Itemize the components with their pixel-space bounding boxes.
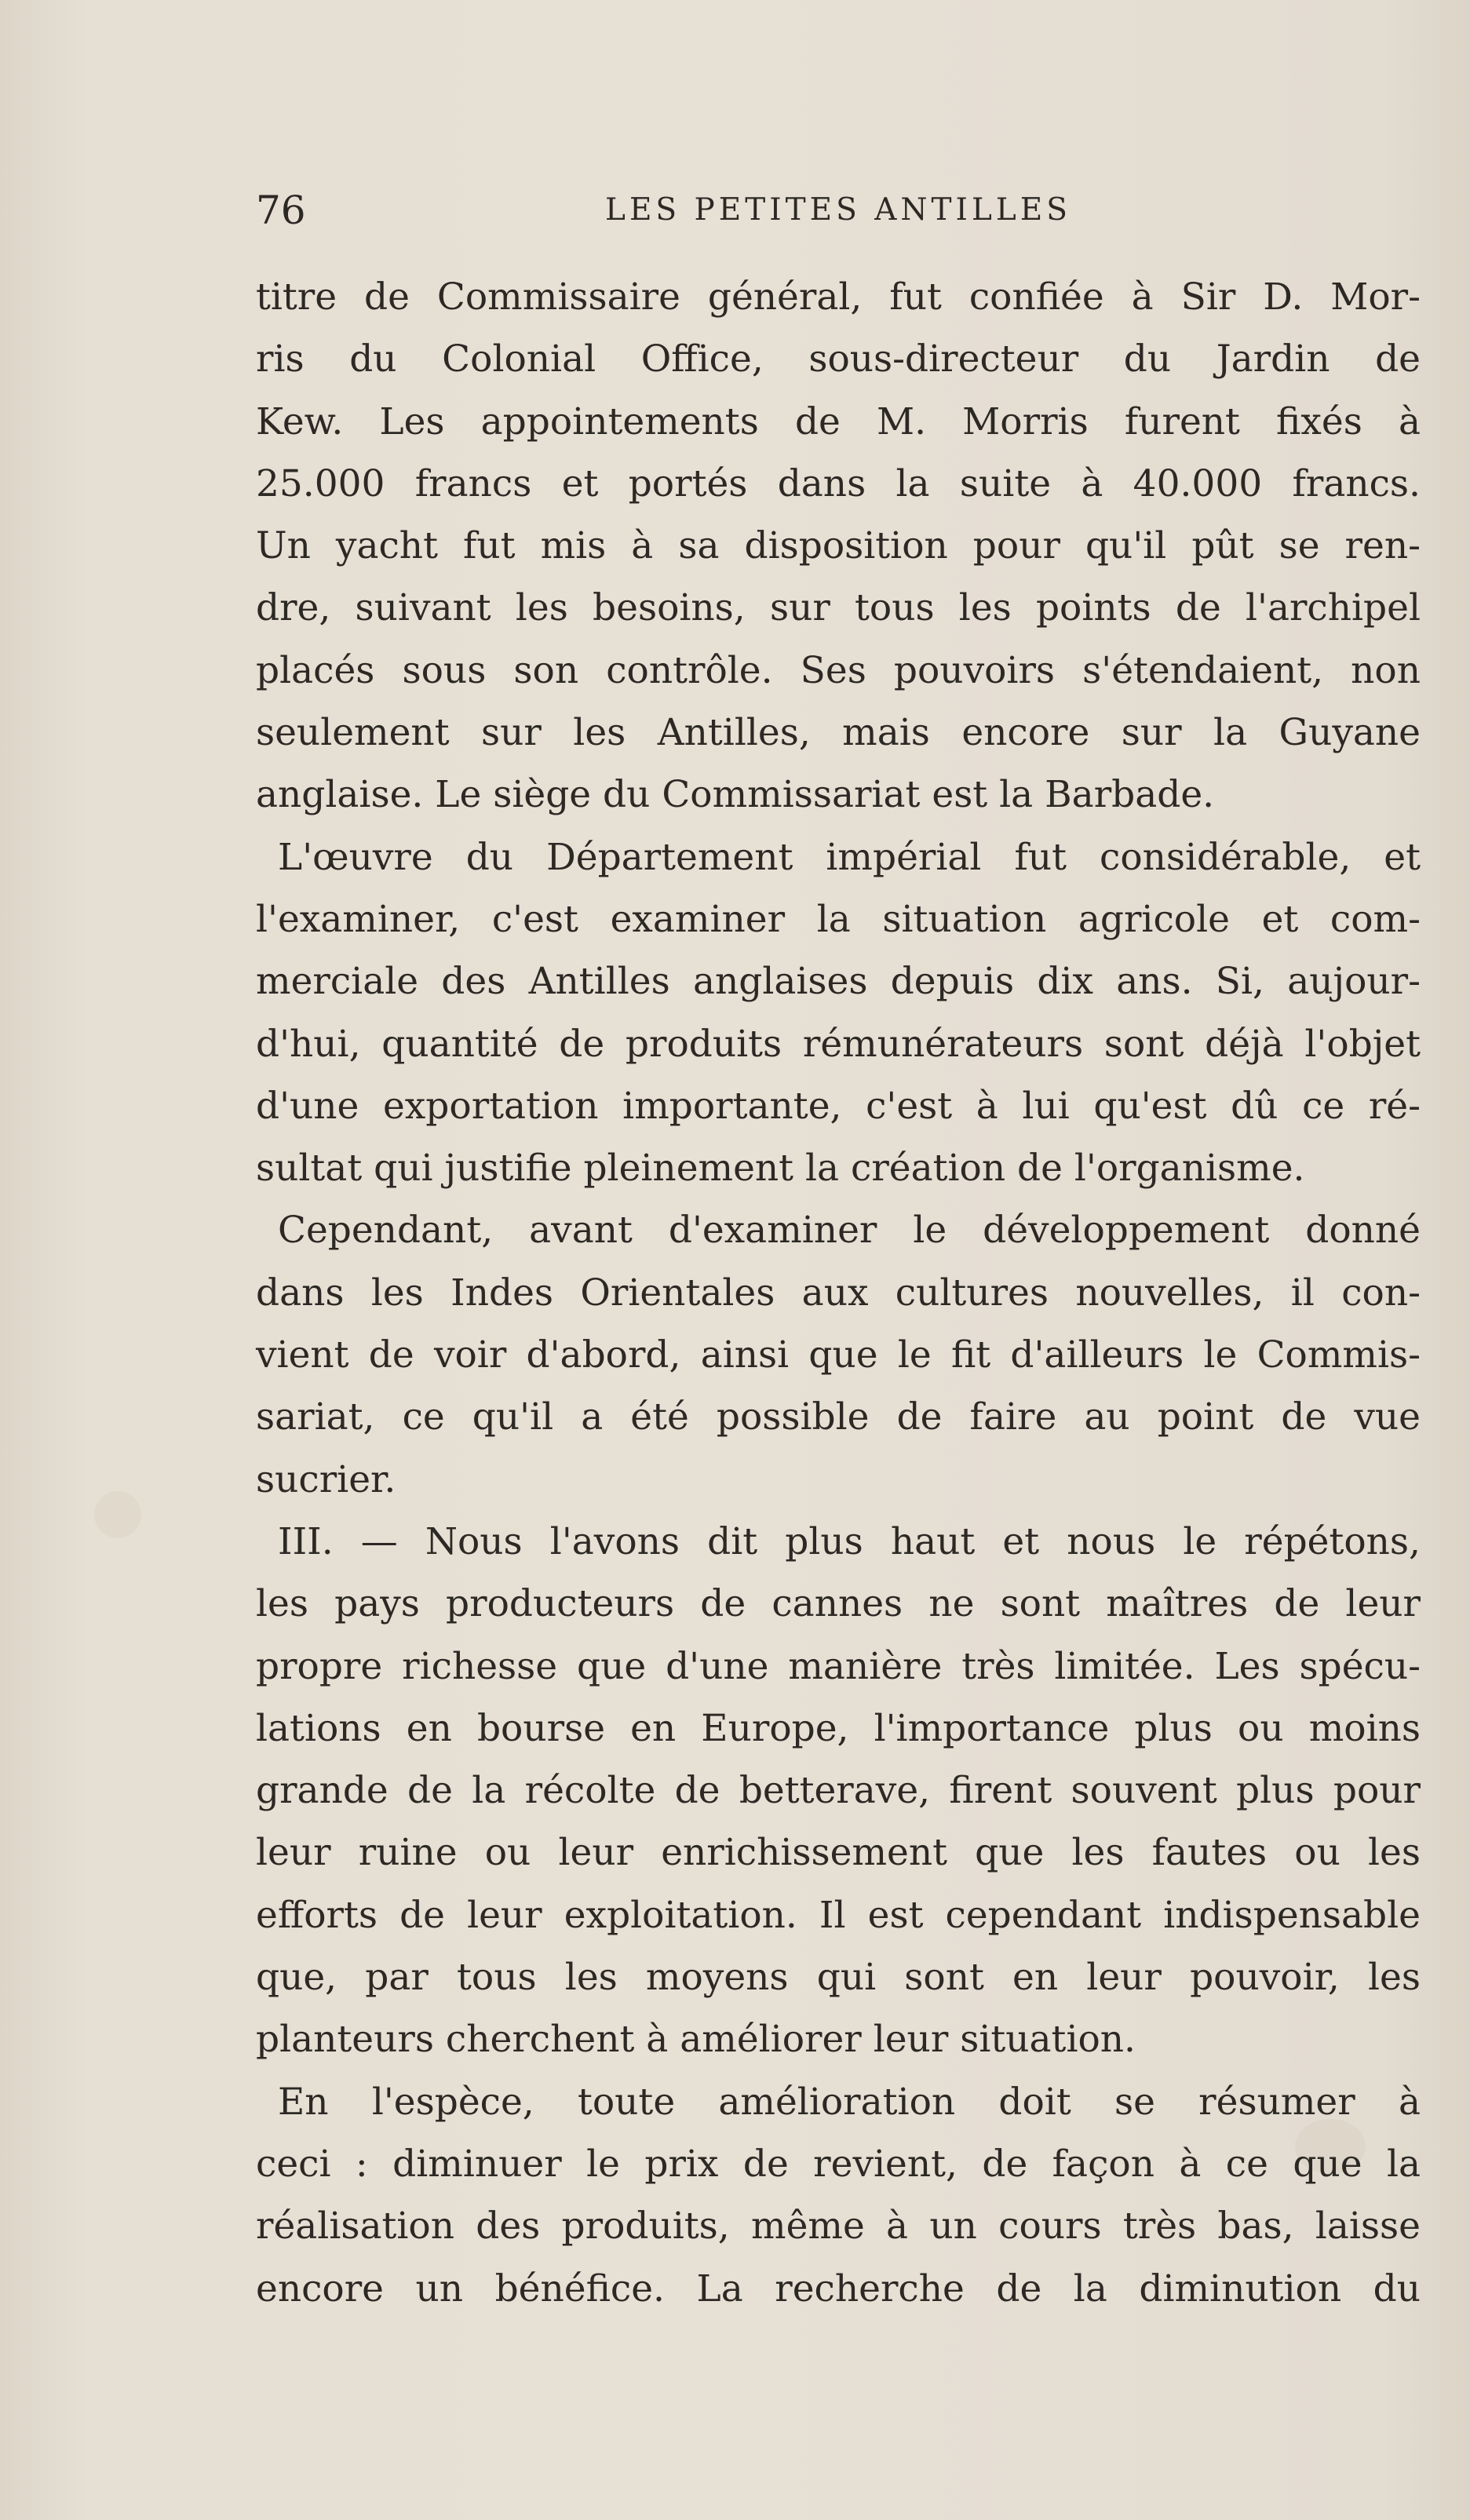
- text-line: 25.000 francs et portés dans la suite à 40.000 francs.: [256, 461, 1421, 505]
- paragraph: [256, 266, 1421, 826]
- text-line: seulement sur les Antilles, mais encore sur la Guyane: [256, 711, 1421, 755]
- text-line: leur ruine ou leur enrichissement que les fautes ou les: [256, 1831, 1421, 1875]
- text-line: réalisation des produits, même à un cours très bas, laisse: [256, 2205, 1421, 2248]
- paper-stain: [94, 1491, 141, 1538]
- text-line: En l'espèce, toute amélioration doit se résumer à: [278, 2080, 1421, 2124]
- text-line: Kew. Les appointements de M. Morris furent fixés à: [256, 399, 1421, 443]
- paragraph: [256, 2071, 1421, 2320]
- page-number: 76: [256, 188, 306, 233]
- text-line: grande de la récolte de betterave, firent souvent plus pour: [256, 1769, 1421, 1813]
- text-line: sariat, ce qu'il a été possible de faire au point de vue: [256, 1395, 1421, 1439]
- text-line: planteurs cherchent à améliorer leur situation.: [256, 2018, 1136, 2062]
- body-text: [256, 266, 1421, 2320]
- text-line: ceci : diminuer le prix de revient, de façon à ce que la: [256, 2142, 1421, 2186]
- text-line: d'une exportation importante, c'est à lui qu'est dû ce ré-: [256, 1084, 1421, 1128]
- text-line: Cependant, avant d'examiner le développement donné: [278, 1209, 1421, 1253]
- text-line: anglaise. Le siège du Commissariat est la Barbade.: [256, 773, 1215, 817]
- text-line: encore un bénéfice. La recherche de la diminution du: [256, 2267, 1421, 2310]
- text-line: ris du Colonial Office, sous-directeur du Jardin de: [256, 337, 1421, 381]
- text-line: placés sous son contrôle. Ses pouvoirs s'étendaient, non: [256, 648, 1421, 692]
- text-line: lations en bourse en Europe, l'importance plus ou moins: [256, 1706, 1421, 1750]
- text-line: propre richesse que d'une manière très limitée. Les spécu-: [256, 1644, 1421, 1688]
- running-title: LES PETITES ANTILLES: [605, 192, 1071, 228]
- text-line: L'œuvre du Département impérial fut considérable, et: [278, 835, 1421, 879]
- text-line: efforts de leur exploitation. Il est cependant indispensable: [256, 1893, 1421, 1937]
- text-line: les pays producteurs de cannes ne sont maîtres de leur: [256, 1582, 1421, 1626]
- paragraph: [256, 1511, 1421, 2071]
- paragraph: [256, 1199, 1421, 1510]
- text-line: III. — Nous l'avons dit plus haut et nous le répétons,: [278, 1519, 1421, 1563]
- text-line: que, par tous les moyens qui sont en leur pouvoir, les: [256, 1956, 1421, 2000]
- text-line: vient de voir d'abord, ainsi que le fit d'ailleurs le Commis-: [256, 1333, 1421, 1377]
- text-line: d'hui, quantité de produits rémunérateurs sont déjà l'objet: [256, 1022, 1421, 1066]
- text-line: sultat qui justifie pleinement la création de l'organisme.: [256, 1147, 1305, 1191]
- text-line: Un yacht fut mis à sa disposition pour qu'il pût se ren-: [256, 524, 1421, 568]
- text-line: dans les Indes Orientales aux cultures nouvelles, il con-: [256, 1271, 1421, 1315]
- text-line: sucrier.: [256, 1457, 396, 1501]
- text-line: merciale des Antilles anglaises depuis dix ans. Si, aujour-: [256, 960, 1421, 1004]
- paragraph: [256, 826, 1421, 1200]
- page-header: [256, 183, 1421, 238]
- text-line: l'examiner, c'est examiner la situation agricole et com-: [256, 897, 1421, 941]
- text-line: dre, suivant les besoins, sur tous les points de l'archipel: [256, 586, 1421, 630]
- text-line: titre de Commissaire général, fut confiée à Sir D. Mor-: [256, 275, 1421, 319]
